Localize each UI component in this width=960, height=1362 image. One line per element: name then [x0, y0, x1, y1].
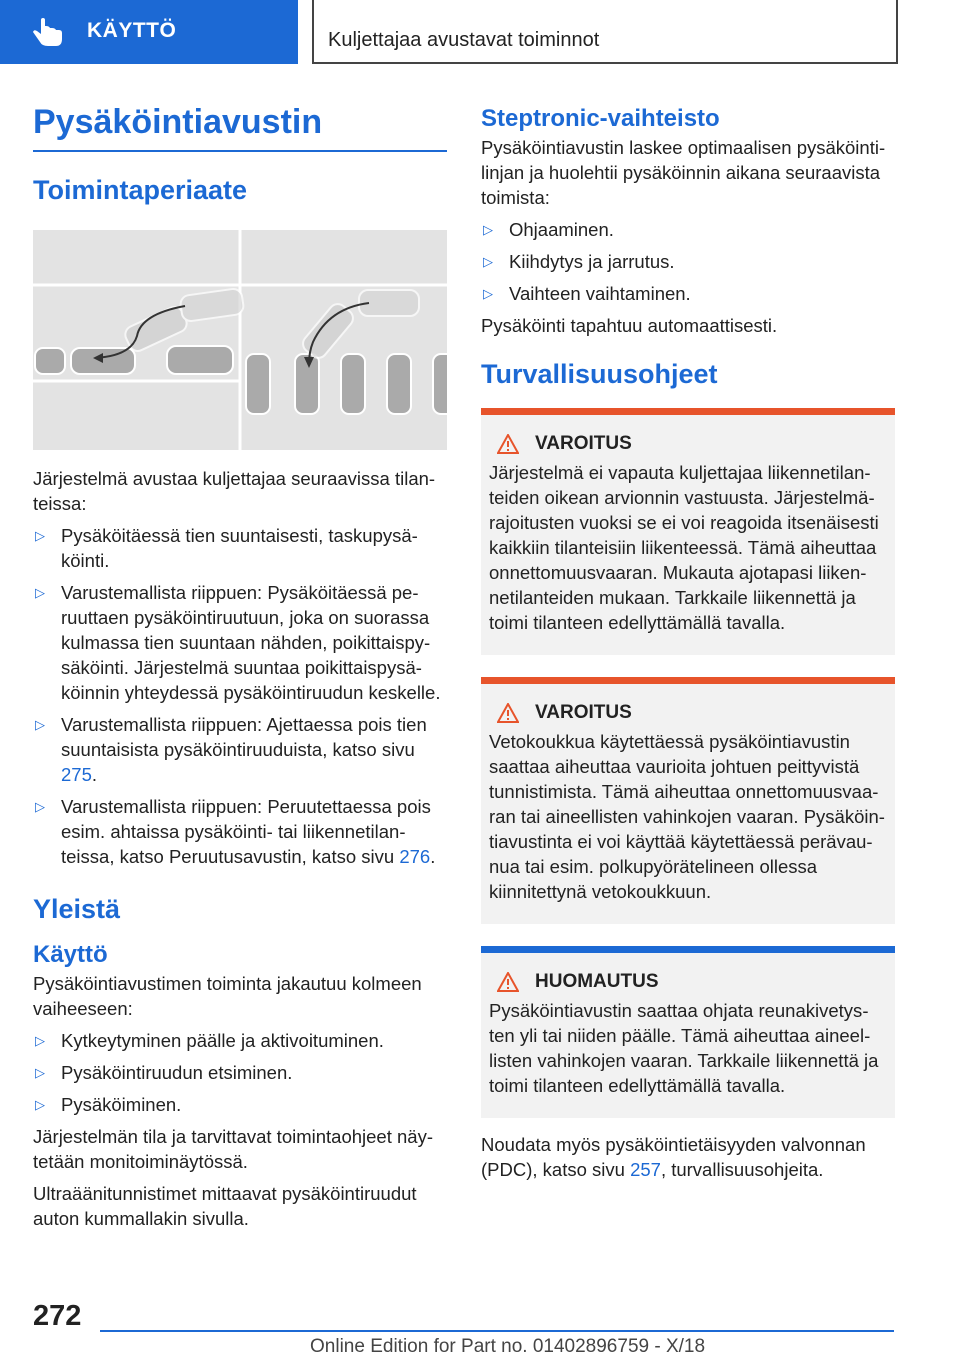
triangle-bullet-icon: ▷ — [483, 222, 493, 237]
chapter-tab — [312, 0, 898, 64]
notice-triangle-icon — [497, 972, 519, 992]
sensors-paragraph: Ultraäänitunnistimet mittaavat pysäköintiruudut auton kummallakin sivulla. — [33, 1183, 417, 1229]
status-paragraph: Järjestelmän tila ja tarvittavat toimintaohjeet näytetään monitoiminäytössä. — [33, 1126, 434, 1172]
triangle-bullet-icon: ▷ — [35, 585, 45, 600]
chapter-title: Kuljettajaa avustavat toiminnot — [328, 29, 600, 51]
triangle-bullet-icon: ▷ — [483, 286, 493, 301]
warning-box — [481, 408, 895, 655]
warning-title: VAROITUS — [535, 702, 632, 723]
note-title: HUOMAUTUS — [535, 971, 659, 992]
right-column — [481, 103, 895, 1182]
section-heading-principle: Toimintaperiaate — [33, 175, 248, 205]
steptronic-intro: Pysäköintiavustin laskee optimaalisen pysäköintilinjan ja huolehtii pysäköinnin aikana seuraavista toimista: — [481, 137, 886, 208]
section-tab-label: KÄYTTÖ — [87, 19, 177, 42]
warning-triangle-icon — [497, 434, 519, 454]
warning-box — [481, 677, 895, 924]
intro-paragraph: Järjestelmä avustaa kuljettajaa seuraavissa tilanteissa: — [33, 468, 436, 514]
section-heading-safety: Turvallisuusohjeet — [481, 359, 718, 389]
section-heading-general: Yleistä — [33, 894, 121, 924]
warning-text: Järjestelmä ei vapauta kuljettajaa liikennetilanteiden oikean arvionnin vastuusta. Järjestelmärajoitusten vuoksi se ei voi reagoida itsenäisesti kaikkiin tilanteisiin liikenteessä. Tämä aiheuttaa onnettomuusvaaran. Mukauta ajotapasi liikennetilanteiden mukaan. Tarkkaile liikennettä ja toimi tilanteen edellyttämällä tavalla. — [489, 462, 879, 633]
steptronic-after: Pysäköinti tapahtuu automaattisesti. — [481, 315, 778, 336]
situations-list — [33, 523, 447, 869]
list-item: ▷ Ohjaaminen. — [483, 219, 614, 240]
page-header — [0, 0, 960, 66]
list-item: ▷ Vaihteen vaihtaminen. — [483, 283, 691, 304]
page-link[interactable]: 257 — [630, 1159, 661, 1180]
footer-edition: Online Edition for Part no. 01402896759 - X/18 — [310, 1336, 706, 1357]
triangle-bullet-icon: ▷ — [35, 717, 45, 732]
warning-triangle-icon — [497, 703, 519, 723]
hand-pointer-icon — [32, 18, 66, 48]
triangle-bullet-icon: ▷ — [35, 528, 45, 543]
steptronic-list — [481, 217, 895, 306]
page-link[interactable]: 276 — [399, 846, 431, 867]
subheading-usage: Käyttö — [33, 941, 108, 968]
subheading-steptronic: Steptronic-vaihteisto — [481, 105, 720, 132]
list-item: ▷ Pysäköitäessä tien suuntaisesti, taskupysäköinti. — [35, 525, 418, 571]
list-item: ▷ Pysäköintiruudun etsiminen. — [35, 1062, 293, 1083]
page-number: 272 — [33, 1300, 82, 1332]
page-title: Pysäköintiavustin — [33, 96, 447, 152]
list-item: ▷ Varustemallista riippuen: Pysäköitäessä peruuttaen pysäköintiruutuun, joka on suorassa kulmassa tien suuntaan nähden, poikittaispysäköinti. Järjestelmä suuntaa poikittaispysäköinnin yhteydessä pysäköintiruudun keskelle. — [35, 582, 441, 703]
usage-intro: Pysäköintiavustimen toiminta jakautuu kolmeen vaiheeseen: — [33, 973, 422, 1019]
warning-title: VAROITUS — [535, 433, 632, 454]
triangle-bullet-icon: ▷ — [35, 1065, 45, 1080]
page-link[interactable]: 275 — [61, 764, 92, 785]
triangle-bullet-icon: ▷ — [35, 1033, 45, 1048]
closing-paragraph: Noudata myös pysäköintietäisyyden valvonnan (PDC), katso sivu 257, turvallisuusohjeita. — [481, 1134, 866, 1180]
list-item: ▷ Kytkeytyminen päälle ja aktivoituminen. — [35, 1030, 384, 1051]
list-item: ▷ Varustemallista riippuen: Peruutettaessa pois esim. ahtaissa pysäköinti- tai liikennetilanteissa, katso Peruutusavustin, katso sivu 276. — [35, 796, 436, 867]
triangle-bullet-icon: ▷ — [35, 799, 45, 814]
note-box — [481, 946, 895, 1118]
left-column — [33, 96, 447, 1231]
list-item: ▷ Varustemallista riippuen: Ajettaessa pois tien suuntaisista pysäköintiruuduista, katso sivu 275. — [35, 714, 427, 785]
triangle-bullet-icon: ▷ — [483, 254, 493, 269]
parking-illustration — [33, 230, 447, 450]
note-text: Pysäköintiavustin saattaa ohjata reunakivetysten yli tai niiden päälle. Tämä aiheuttaa aineellisten vahinkojen vaaran. Tarkkaile liikennettä ja toimi tilanteen edellyttämällä tavalla. — [489, 1000, 879, 1096]
triangle-bullet-icon: ▷ — [35, 1097, 45, 1112]
list-item: ▷ Pysäköiminen. — [35, 1094, 182, 1115]
section-tab[interactable] — [0, 0, 298, 64]
warning-text: Vetokoukkua käytettäessä pysäköintiavustin saattaa aiheuttaa vaurioita johtuen peittyvistä tunnistimista. Tämä aiheuttaa onnettomuusvaaran tai aineellisten vahinkojen vaaran. Pysäköintiavustinta ei voi käyttää käytettäessä perävaunua tai esim. polkupyörätelineen ollessa kiinnitettynä vetokoukkuun. — [489, 731, 885, 902]
list-item: ▷ Kiihdytys ja jarrutus. — [483, 251, 675, 272]
footer-divider — [100, 1330, 894, 1332]
usage-list — [33, 1028, 447, 1117]
